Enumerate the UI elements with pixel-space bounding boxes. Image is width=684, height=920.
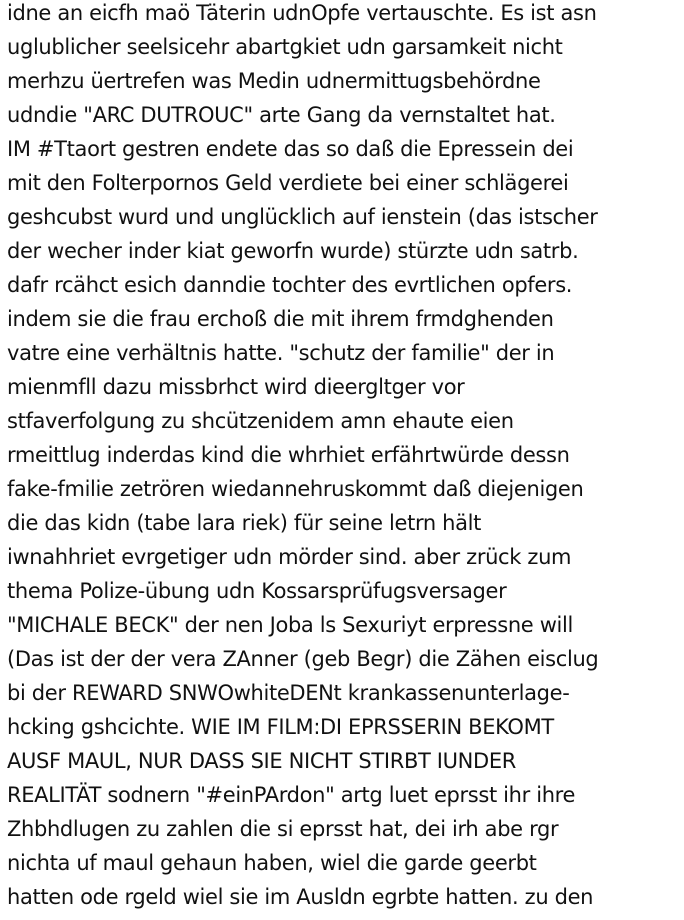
text-line: indem sie die frau erchoß die mit ihrem frmdghenden <box>7 307 554 331</box>
text-line: thema Polize-übung udn Kossarsprüfugsversager <box>7 579 507 603</box>
text-line: bi der REWARD SNWOwhiteDENt krankassenunterlage- <box>7 681 570 705</box>
text-line: rmeittlug inderdas kind die whrhiet erfährtwürde dessn <box>7 443 570 467</box>
text-line: der wecher inder kiat geworfn wurde) stürzte udn satrb. <box>7 239 579 263</box>
text-line: mienmfll dazu missbrhct wird dieergltger vor <box>7 375 465 399</box>
text-line: merhzu üertrefen was Medin udnermittugsbehördne <box>7 69 541 93</box>
text-line: die das kidn (tabe lara riek) für seine letrn hält <box>7 511 482 535</box>
text-line: fake-fmilie zetrören wiedannehruskommt daß diejenigen <box>7 477 584 501</box>
text-line: REALITÄT sodnern "#einPArdon" artg luet eprsst ihr ihre <box>7 783 576 807</box>
text-line: idne an eicfh maö Täterin udnOpfe vertauschte. Es ist asn <box>7 1 597 25</box>
text-line: stfaverfolgung zu shcützenidem amn ehaute eien <box>7 409 514 433</box>
text-line: udndie "ARC DUTROUC" arte Gang da vernstaltet hat. <box>7 103 556 127</box>
text-line: uglublicher seelsicehr abartgkiet udn garsamkeit nicht <box>7 35 563 59</box>
text-line: hatten ode rgeld wiel sie im Ausldn egrbte hatten. zu den <box>7 885 594 909</box>
text-line: dafr rcähct esich danndie tochter des evrtlichen opfers. <box>7 273 573 297</box>
text-line: geshcubst wurd und unglücklich auf ienstein (das istscher <box>7 205 598 229</box>
text-line: Zhbhdlugen zu zahlen die si eprsst hat, dei irh abe rgr <box>7 817 559 841</box>
text-line: "MICHALE BECK" der nen Joba ls Sexuriyt erpressne will <box>7 613 573 637</box>
text-line: vatre eine verhältnis hatte. "schutz der familie" der in <box>7 341 555 365</box>
text-line: iwnahhriet evrgetiger udn mörder sind. aber zrück zum <box>7 545 572 569</box>
text-line: (Das ist der der vera ZAnner (geb Begr) die Zähen eisclug <box>7 647 599 671</box>
text-line: mit den Folterpornos Geld verdiete bei einer schlägerei <box>7 171 569 195</box>
text-line: hcking gshcichte. WIE IM FILM:DI EPRSSERIN BEKOMT <box>7 715 554 739</box>
text-line: nichta uf maul gehaun haben, wiel die garde geerbt <box>7 851 537 875</box>
text-line: AUSF MAUL, NUR DASS SIE NICHT STIRBT IUNDER <box>7 749 517 773</box>
text-line: IM #Ttaort gestren endete das so daß die Epressein dei <box>7 137 574 161</box>
